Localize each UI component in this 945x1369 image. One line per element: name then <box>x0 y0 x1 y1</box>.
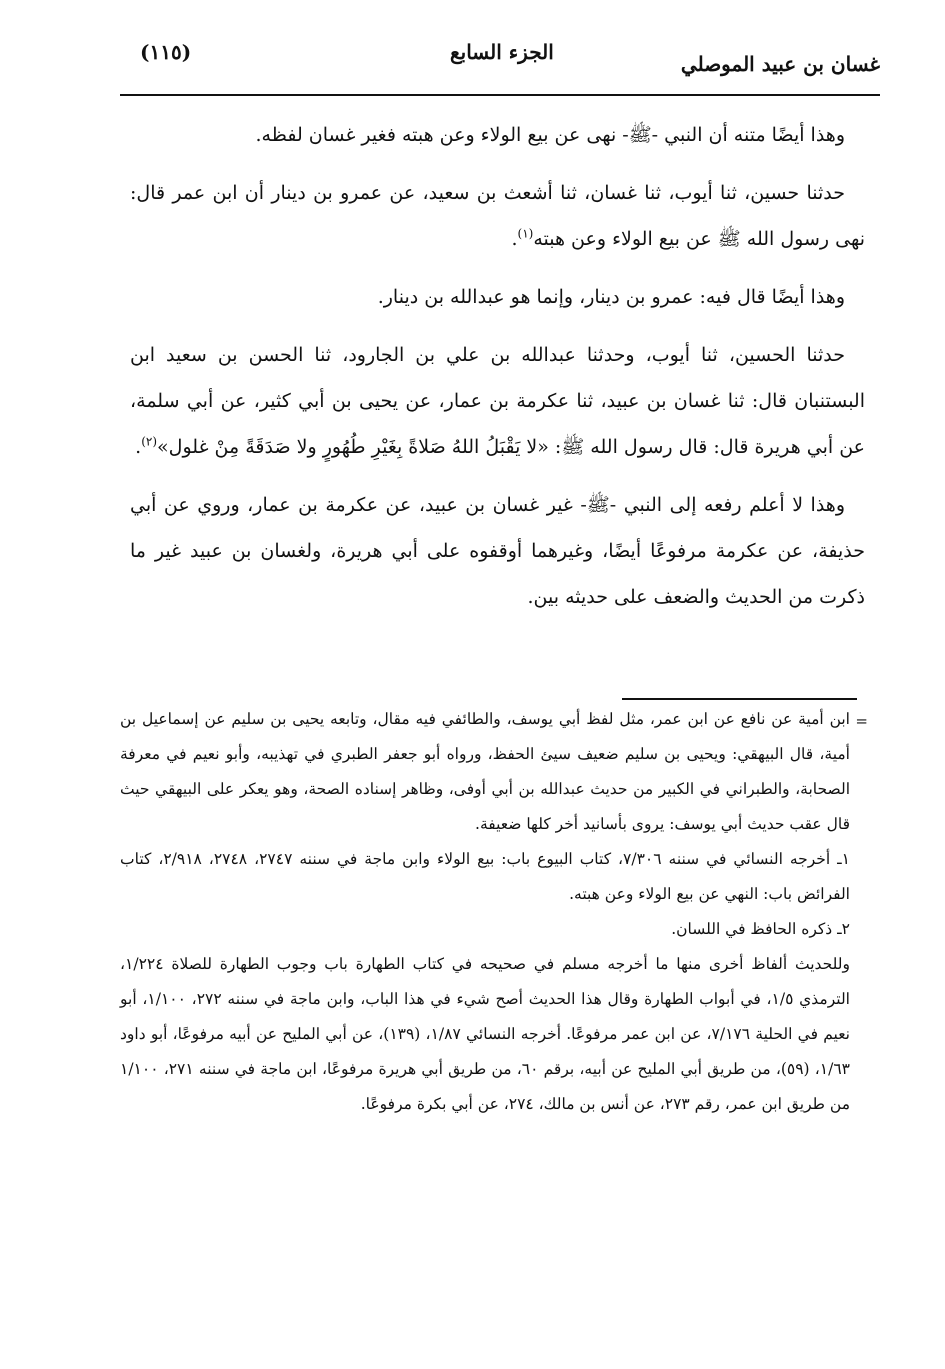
footnote-separator <box>622 698 857 700</box>
footnotes <box>120 702 868 1122</box>
footnote-2-title: ٢ـ ذكره الحافظ في اللسان. <box>671 920 850 938</box>
header-rule <box>120 94 880 96</box>
footnote-2-body: وللحديث ألفاظ أخرى منها ما أخرجه مسلم في صحيحه في كتاب الطهارة باب وجوب الطهارة للصلاة ١/٢٢٤، الترمذي ١/٥، في أبواب الطهارة وقال هذا الحديث أصح شيء في هذا الباب، وابن ماجة في سننه ٢٧٢، ١/١٠٠، أبو نعيم في الحلية ٧/١٧٦، عن ابن عمر مرفوعًا. أخرجه النسائي ١/٨٧، (١٣٩)، عن أبي المليح عن أبيه مرفوعًا، أبو داود ١/٦٣، (٥٩)، من طريق أبي المليح عن أبيه، برقم ٦٠، من طريق أبي هريرة مرفوعًا، ابن ماجة في سننه ٢٧١، ١/١٠٠ من طريق ابن عمر، رقم ٢٧٣، عن أنس بن مالك، ٢٧٤، عن أبي بكرة مرفوعًا. <box>120 955 850 1113</box>
paragraph-4-end: . <box>135 436 142 458</box>
footnote-continuation-text: ابن أمية عن نافع عن ابن عمر، مثل لفظ أبي يوسف، والطائفي فيه مقال، وتابعه يحيى بن سليم عن إسماعيل بن أمية، قال البيهقي: ويحيى بن سليم ضعيف سيئ الحفظ، ورواه أبو جعفر الطبري في تهذيبه، وأبو نعيم في معرفة الصحابة، والطبراني في الكبير من حديث عبدالله بن أبي أوفى، وظاهر إسناده الصحة، وهو يعكر على البيهقي حيث قال عقب حديث أبي يوسف: يروى بأسانيد أخر كلها ضعيفة. <box>120 710 850 833</box>
paragraph-2-end: . <box>511 228 518 250</box>
paragraph-4-text: حدثنا الحسين، ثنا أيوب، وحدثنا عبدالله بن علي بن الجارود، ثنا الحسن بن سعيد ابن البستنبان قال: ثنا غسان بن عبيد، ثنا عكرمة بن عمار، عن يحيى بن أبي كثير، عن أبي سلمة، عن أبي هريرة قال: قال رسول الله ﷺ: «لا يَقْبَلُ اللهُ صَلاةً بِغَيْرِ طُهُورٍ ولا صَدَقَةً مِنْ غلول» <box>130 344 865 458</box>
footnote-ref-1[interactable]: (١) <box>517 226 534 241</box>
running-head-author: غسان بن عبيد الموصلي <box>680 52 880 76</box>
main-text <box>130 112 865 632</box>
footnote-continuation <box>120 702 868 842</box>
page-header <box>120 30 880 98</box>
paragraph-1: وهذا أيضًا متنه أن النبي -ﷺ- نهى عن بيع الولاء وعن هبته فغير غسان لفظه. <box>255 124 845 146</box>
paragraph-4 <box>130 332 865 470</box>
paragraph-2-text: حدثنا حسين، ثنا أيوب، ثنا غسان، ثنا أشعث بن سعيد، عن عمرو بن دينار أن ابن عمر قال: نهى رسول الله ﷺ عن بيع الولاء وعن هبته <box>130 182 865 250</box>
footnote-ref-2[interactable]: (٢) <box>141 434 158 449</box>
running-head-volume: الجزء السابع <box>450 40 554 64</box>
paragraph-2 <box>130 170 865 262</box>
paragraph-3: وهذا أيضًا قال فيه: عمرو بن دينار، وإنما هو عبدالله بن دينار. <box>377 286 845 308</box>
continuation-marker: = <box>855 712 868 730</box>
page-number: (١١٥) <box>140 40 192 64</box>
footnote-1: ١ـ أخرجه النسائي في سننه ٧/٣٠٦، كتاب البيوع باب: بيع الولاء وابن ماجة في سننه ٢٧٤٧، ٢٧٤٨، ٢/٩١٨، كتاب الفرائض باب: النهي عن بيع الولاء وعن هبته. <box>120 850 850 903</box>
paragraph-5: وهذا لا أعلم رفعه إلى النبي -ﷺ- غير غسان بن عبيد، عن عكرمة بن عمار، وروي عن أبي حذيفة، عن عكرمة مرفوعًا أيضًا، وغيرهما أوقفوه على أبي هريرة، ولغسان بن عبيد غير ما ذكرت من الحديث والضعف على حديثه بين. <box>130 494 865 608</box>
